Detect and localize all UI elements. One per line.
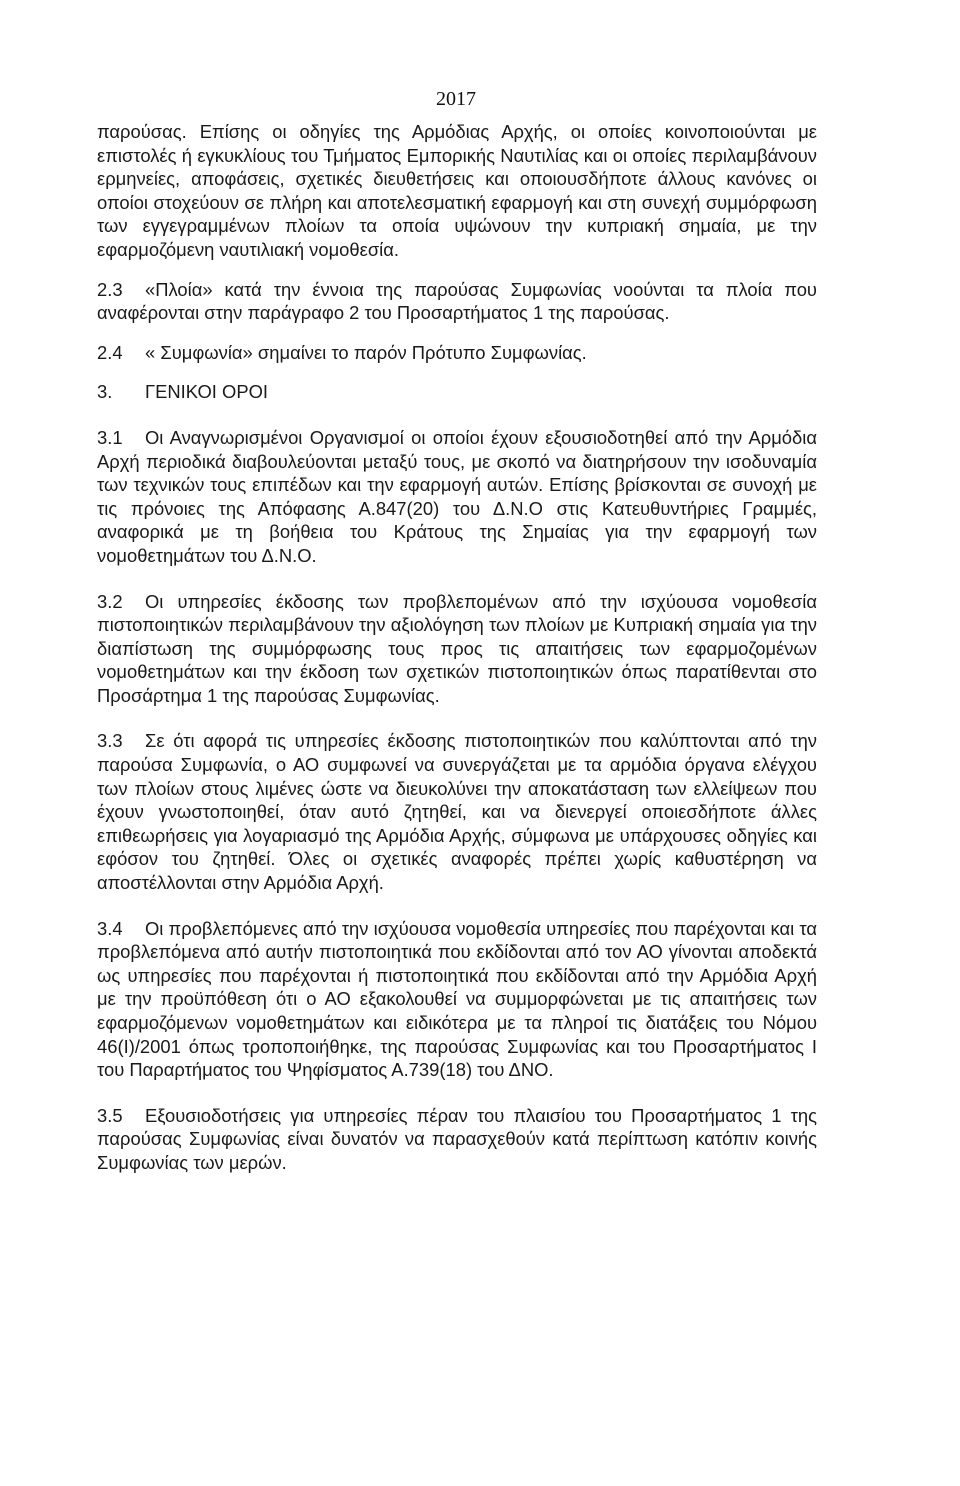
clause-text: Οι προβλεπόμενες από την ισχύουσα νομοθεσία υπηρεσίες που παρέχονται και τα προβλεπόμενα από αυτήν πιστοποιητικά που εκδίδονται από τον ΑΟ γίνονται αποδεκτά ως υπηρεσίες που παρέχονται ή πιστοποιητικά που εκδίδονται από την Αρμόδια Αρχή με την προϋπόθεση ότι ο ΑΟ εξακολουθεί να συμμορφώνεται με τις απαιτήσεις των εφαρμοζόμενων νομοθετημάτων και ειδικότερα με τα πληροί τις διατάξεις του Νόμου 46(Ι)/2001 όπως τροποποιήθηκε, της παρούσας Συμφωνίας και του Προσαρτήματος Ι του Παραρτήματος του Ψηφίσματος Α.739(18) του ΔΝΟ. <box>97 917 817 1081</box>
clause-number: 3.1 <box>97 426 123 448</box>
intro-paragraph: παρούσας. Επίσης οι οδηγίες της Αρμόδιας Αρχής, οι οποίες κοινοποιούνται με επιστολές ή εγκυκλίους του Τμήματος Εμπορικής Ναυτιλίας και οι οποίες περιλαμβάνουν ερμηνείες, αποφάσεις, σχετικές διευθετήσεις και οποιουσδήποτε άλλους κανόνες οι οποίοι στοχεύουν σε πλήρη και αποτελεσματική εφαρμογή και στη συνεχή συμμόρφωση των εγγεγραμμένων πλοίων τα οποία υψώνουν την κυπριακή σημαία, με την εφαρμοζόμενη ναυτιλιακή νομοθεσία. <box>97 121 817 260</box>
definition-2-3 <box>97 278 817 325</box>
definition-2-4 <box>97 341 817 365</box>
clause-3-5 <box>97 1104 817 1175</box>
clause-number: 3.3 <box>97 730 123 752</box>
definition-number: 2.4 <box>97 341 123 363</box>
definition-number: 2.3 <box>97 278 123 300</box>
clause-number: 3.2 <box>97 590 123 612</box>
clause-text: Οι υπηρεσίες έκδοσης των προβλεπομένων από την ισχύουσα νομοθεσία πιστοποιητικών περιλαμβάνουν την αξιολόγηση των πλοίων με Κυπριακή σημαία για την διαπίστωση της συμμόρφωσης τους προς τις απαιτήσεις των εφαρμοζομένων νομοθετημάτων και την έκδοση των σχετικών πιστοποιητικών όπως παρατίθενται στο Προσάρτημα 1 της παρούσας Συμφωνίας. <box>97 590 817 706</box>
section-heading <box>97 380 817 404</box>
clause-3-3 <box>97 729 817 894</box>
page-number: 2017 <box>436 88 476 110</box>
clause-3-1 <box>97 426 817 568</box>
clause-number: 3.5 <box>97 1104 123 1126</box>
section-title: ΓΕΝΙΚΟΙ ΟΡΟΙ <box>145 381 268 403</box>
clause-text: Οι Αναγνωρισμένοι Οργανισμοί οι οποίοι έχουν εξουσιοδοτηθεί από την Αρμόδια Αρχή περιοδικά διαβουλεύονται μεταξύ τους, με σκοπό να διατηρήσουν την ισοδυναμία των τεχνικών τους επιπέδων και την εφαρμογή αυτών. Επίσης βρίσκονται σε συνοχή με τις πρόνοιες της Απόφασης Α.847(20) του Δ.Ν.Ο στις Κατευθυντήριες Γραμμές, αναφορικά με τη βοήθεια του Κράτους της Σημαίας για την εφαρμογή των νομοθετημάτων του Δ.Ν.Ο. <box>97 426 817 566</box>
clause-text: Εξουσιοδοτήσεις για υπηρεσίες πέραν του πλαισίου του Προσαρτήματος 1 της παρούσας Συμφωνίας είναι δυνατόν να παρασχεθούν κατά περίπτωση κατόπιν κοινής Συμφωνίας των μερών. <box>97 1104 817 1173</box>
document-body <box>97 120 817 1175</box>
section-number: 3. <box>97 381 113 403</box>
clause-text: Σε ότι αφορά τις υπηρεσίες έκδοσης πιστοποιητικών που καλύπτονται από την παρούσα Συμφωνία, ο ΑΟ συμφωνεί να συνεργάζεται με τα αρμόδια όργανα ελέγχου των πλοίων στους λιμένες ώστε να διευκολύνει την αποκατάσταση των ελλείψεων που έχουν γνωστοποιηθεί, όταν αυτό ζητηθεί, και να διενεργεί οποιεσδήποτε άλλες επιθεωρήσεις για λογαριασμό της Αρμόδια Αρχής, σύμφωνα με υπάρχουσες οδηγίες και εφόσον του ζητηθεί. Όλες οι σχετικές αναφορές πρέπει χωρίς καθυστέρηση να αποστέλλονται στην Αρμόδια Αρχή. <box>97 730 817 894</box>
clause-3-4 <box>97 917 817 1082</box>
clause-3-2 <box>97 590 817 708</box>
definition-text: «Πλοία» κατά την έννοια της παρούσας Συμφωνίας νοούνται τα πλοία που αναφέρονται στην παράγραφο 2 του Προσαρτήματος 1 της παρούσας. <box>97 278 817 324</box>
definition-text: « Συμφωνία» σημαίνει το παρόν Πρότυπο Συμφωνίας. <box>145 341 587 363</box>
clause-number: 3.4 <box>97 917 123 939</box>
